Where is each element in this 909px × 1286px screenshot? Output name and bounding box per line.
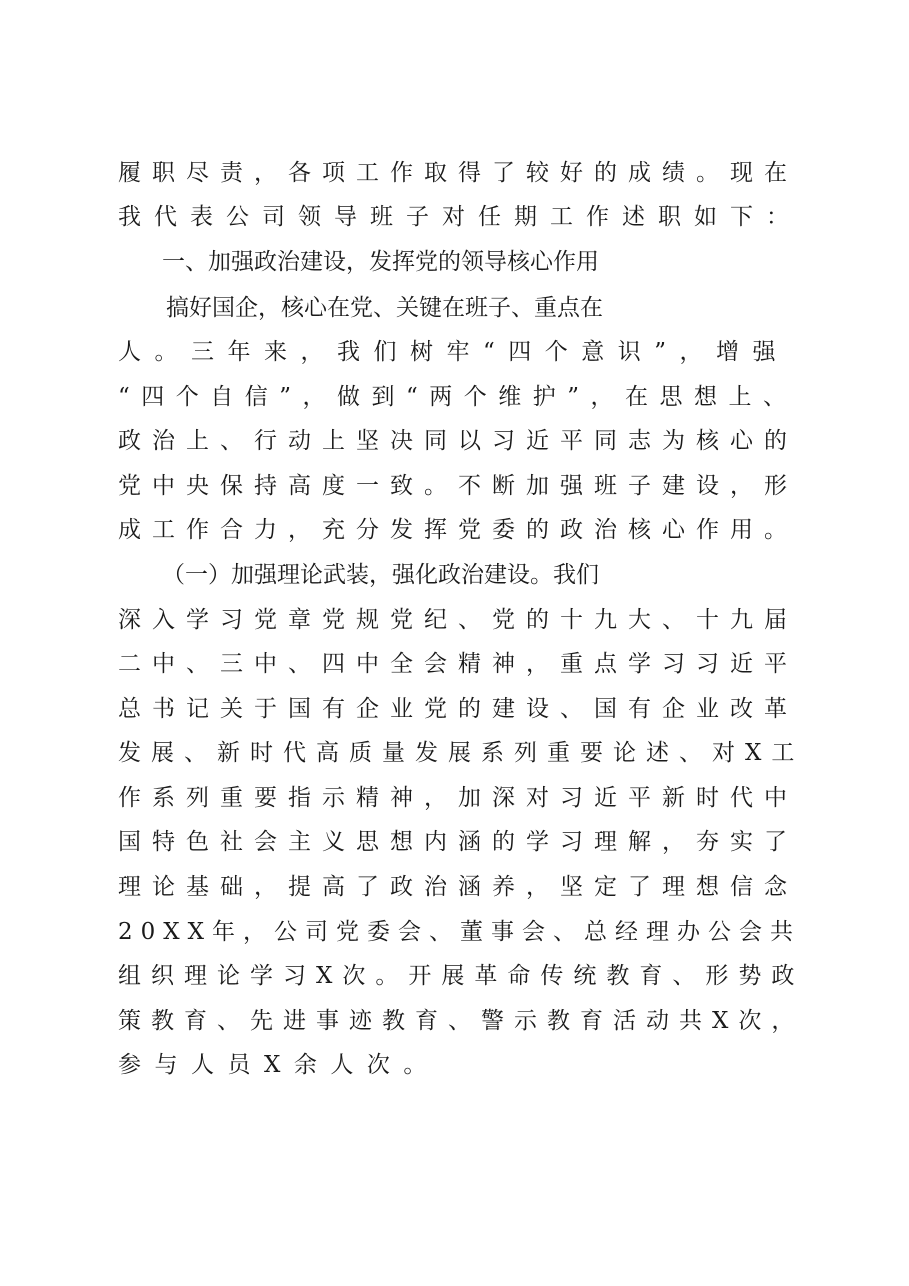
text-line-17: 理论基础，提高了政治涵养，坚定了理想信念 (118, 874, 798, 900)
text-line-20: 策教育、先进事迹教育、警示教育活动共X次， (118, 1008, 805, 1034)
subsection-heading: （一）加强理论武装，强化政治建设。我们 (162, 562, 599, 588)
text-line-18: 20XX年，公司党委会、董事会、总经理办公会共 (118, 919, 802, 945)
text-line-6: “四个自信”，做到“两个维护”，在思想上、 (118, 384, 798, 410)
text-line-7: 政治上、行动上坚决同以习近平同志为核心的 (118, 428, 798, 454)
text-line-9: 成工作合力，充分发挥党委的政治核心作用。 (118, 517, 798, 543)
text-line-1: 履职尽责，各项工作取得了较好的成绩。现在 (118, 160, 798, 186)
text-line-11: 深入学习党章党规党纪、党的十九大、十九届 (118, 607, 798, 633)
text-line-21: 参与人员X余人次。 (118, 1052, 440, 1078)
text-line-19: 组织理论学习X次。开展革命传统教育、形势政 (118, 963, 805, 989)
text-line-4: 搞好国企，核心在党、关键在班子、重点在 (166, 295, 603, 321)
text-line-13: 总书记关于国有企业党的建设、国有企业改革 (118, 696, 798, 722)
text-line-5: 人。三年来，我们树牢“四个意识”，增强 (118, 339, 790, 365)
text-line-2: 我代表公司领导班子对任期工作述职如下： (118, 204, 802, 230)
text-line-8: 党中央保持高度一致。不断加强班子建设，形 (118, 473, 798, 499)
text-line-15: 作系列重要指示精神，加深对习近平新时代中 (118, 785, 798, 811)
section-heading: 一、加强政治建设，发挥党的领导核心作用 (162, 249, 599, 275)
text-line-16: 国特色社会主义思想内涵的学习理解，夯实了 (118, 829, 798, 855)
text-line-12: 二中、三中、四中全会精神，重点学习习近平 (118, 651, 798, 677)
text-line-14: 发展、新时代高质量发展系列重要论述、对X工 (118, 740, 805, 766)
